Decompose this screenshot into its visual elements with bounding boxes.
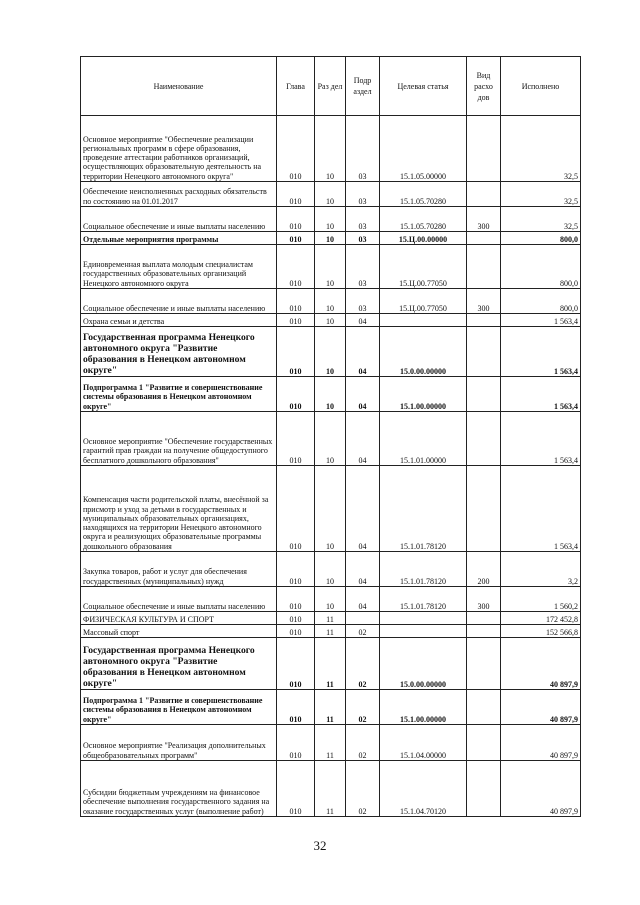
cell-razdel: 11 xyxy=(315,638,346,690)
table-row xyxy=(81,625,581,638)
cell-razdel: 10 xyxy=(315,182,346,207)
cell-statya: 15.1.05.70280 xyxy=(380,207,467,232)
table-header-row xyxy=(81,57,581,116)
cell-podrazdel: 04 xyxy=(346,412,380,466)
cell-razdel: 11 xyxy=(315,725,346,761)
cell-glava: 010 xyxy=(277,587,315,612)
cell-glava: 010 xyxy=(277,327,315,377)
cell-glava: 010 xyxy=(277,314,315,327)
cell-amount: 1 563,4 xyxy=(501,412,581,466)
cell-amount: 3,2 xyxy=(501,552,581,587)
cell-amount: 32,5 xyxy=(501,182,581,207)
cell-vid xyxy=(467,232,501,245)
table-row xyxy=(81,116,581,182)
cell-razdel: 10 xyxy=(315,245,346,289)
cell-name: Единовременная выплата молодым специалистам государственных образовательных организаций Ненецкого автономного округа xyxy=(81,245,277,289)
cell-amount: 1 563,4 xyxy=(501,466,581,552)
cell-statya: 15.Ц.00.77050 xyxy=(380,245,467,289)
cell-amount: 1 560,2 xyxy=(501,587,581,612)
cell-razdel: 10 xyxy=(315,289,346,314)
cell-vid xyxy=(467,116,501,182)
cell-glava: 010 xyxy=(277,690,315,725)
cell-amount: 40 897,9 xyxy=(501,690,581,725)
cell-statya: 15.Ц.00.00000 xyxy=(380,232,467,245)
table-row xyxy=(81,466,581,552)
cell-podrazdel: 03 xyxy=(346,232,380,245)
cell-glava: 010 xyxy=(277,625,315,638)
cell-vid xyxy=(467,761,501,817)
header-glava: Глава xyxy=(277,57,315,116)
cell-name: Подпрограмма 1 "Развитие и совершенствование системы образования в Ненецком автономном округе" xyxy=(81,690,277,725)
table-row xyxy=(81,314,581,327)
cell-vid: 300 xyxy=(467,587,501,612)
table-row xyxy=(81,289,581,314)
cell-glava: 010 xyxy=(277,377,315,412)
table-body xyxy=(81,116,581,817)
cell-name: Подпрограмма 1 "Развитие и совершенствование системы образования в Ненецком автономном округе" xyxy=(81,377,277,412)
cell-vid xyxy=(467,327,501,377)
cell-glava: 010 xyxy=(277,412,315,466)
table-row xyxy=(81,761,581,817)
cell-glava: 010 xyxy=(277,612,315,625)
cell-podrazdel: 02 xyxy=(346,725,380,761)
cell-razdel: 10 xyxy=(315,377,346,412)
cell-name: Социальное обеспечение и иные выплаты населению xyxy=(81,207,277,232)
cell-podrazdel: 04 xyxy=(346,327,380,377)
table-row xyxy=(81,725,581,761)
cell-podrazdel: 02 xyxy=(346,761,380,817)
cell-name: Закупка товаров, работ и услуг для обеспечения государственных (муниципальных) нужд xyxy=(81,552,277,587)
cell-glava: 010 xyxy=(277,761,315,817)
cell-vid: 300 xyxy=(467,207,501,232)
cell-name: Основное мероприятие "Обеспечение государственных гарантий прав граждан на получение общедоступного бесплатного дошкольного образования" xyxy=(81,412,277,466)
budget-table xyxy=(80,56,581,817)
table-row xyxy=(81,207,581,232)
cell-name: Социальное обеспечение и иные выплаты населению xyxy=(81,289,277,314)
cell-vid xyxy=(467,466,501,552)
cell-razdel: 10 xyxy=(315,552,346,587)
cell-razdel: 11 xyxy=(315,690,346,725)
cell-podrazdel: 04 xyxy=(346,587,380,612)
cell-podrazdel xyxy=(346,612,380,625)
cell-glava: 010 xyxy=(277,289,315,314)
cell-amount: 800,0 xyxy=(501,245,581,289)
cell-glava: 010 xyxy=(277,207,315,232)
cell-podrazdel: 02 xyxy=(346,625,380,638)
table-row xyxy=(81,638,581,690)
table-row xyxy=(81,377,581,412)
cell-name: Отдельные мероприятия программы xyxy=(81,232,277,245)
cell-statya: 15.1.01.78120 xyxy=(380,466,467,552)
cell-podrazdel: 03 xyxy=(346,182,380,207)
cell-razdel: 10 xyxy=(315,207,346,232)
cell-vid xyxy=(467,612,501,625)
cell-glava: 010 xyxy=(277,725,315,761)
cell-podrazdel: 03 xyxy=(346,207,380,232)
cell-razdel: 11 xyxy=(315,625,346,638)
cell-glava: 010 xyxy=(277,182,315,207)
cell-vid xyxy=(467,377,501,412)
cell-name: Субсидии бюджетным учреждениям на финансовое обеспечение выполнения государственного задания на оказание государственных услуг (выполнение работ) xyxy=(81,761,277,817)
table-row xyxy=(81,587,581,612)
cell-amount: 40 897,9 xyxy=(501,638,581,690)
cell-podrazdel: 04 xyxy=(346,377,380,412)
cell-podrazdel: 03 xyxy=(346,245,380,289)
header-razdel: Раз дел xyxy=(315,57,346,116)
cell-statya: 15.1.00.00000 xyxy=(380,690,467,725)
cell-razdel: 10 xyxy=(315,466,346,552)
cell-name: ФИЗИЧЕСКАЯ КУЛЬТУРА И СПОРТ xyxy=(81,612,277,625)
cell-vid xyxy=(467,314,501,327)
cell-statya: 15.1.05.70280 xyxy=(380,182,467,207)
cell-podrazdel: 04 xyxy=(346,466,380,552)
cell-glava: 010 xyxy=(277,552,315,587)
cell-amount: 40 897,9 xyxy=(501,761,581,817)
cell-vid: 300 xyxy=(467,289,501,314)
cell-vid xyxy=(467,182,501,207)
header-vid: Вид расхо дов xyxy=(467,57,501,116)
table-row xyxy=(81,232,581,245)
cell-name: Государственная программа Ненецкого автономного округа "Развитие образования в Ненецком автономном округе" xyxy=(81,638,277,690)
cell-vid: 200 xyxy=(467,552,501,587)
table-row xyxy=(81,690,581,725)
cell-statya: 15.1.01.78120 xyxy=(380,552,467,587)
cell-statya: 15.1.01.78120 xyxy=(380,587,467,612)
cell-razdel: 11 xyxy=(315,612,346,625)
table-row xyxy=(81,182,581,207)
cell-name: Основное мероприятие "Реализация дополнительных общеобразовательных программ" xyxy=(81,725,277,761)
table-row xyxy=(81,327,581,377)
cell-statya: 15.1.01.00000 xyxy=(380,412,467,466)
cell-glava: 010 xyxy=(277,232,315,245)
header-statya: Целевая статья xyxy=(380,57,467,116)
cell-name: Компенсация части родительской платы, внесённой за присмотр и уход за детьми в государственных и муниципальных образовательных организациях, находящихся на территории Ненецкого автономного округа и реализующих образовательные программы дошкольного образования xyxy=(81,466,277,552)
cell-statya: 15.1.00.00000 xyxy=(380,377,467,412)
cell-name: Государственная программа Ненецкого автономного округа "Развитие образования в Ненецком автономном округе" xyxy=(81,327,277,377)
cell-podrazdel: 02 xyxy=(346,690,380,725)
cell-glava: 010 xyxy=(277,638,315,690)
cell-razdel: 10 xyxy=(315,314,346,327)
cell-statya: 15.0.00.00000 xyxy=(380,638,467,690)
cell-podrazdel: 04 xyxy=(346,314,380,327)
cell-amount: 1 563,4 xyxy=(501,327,581,377)
cell-amount: 1 563,4 xyxy=(501,314,581,327)
cell-name: Основное мероприятие "Обеспечение реализации региональных программ в сфере образования, проведение аттестации работников организаций, осуществляющих образовательную деятельность на территории Ненецкого автономного округа" xyxy=(81,116,277,182)
cell-vid xyxy=(467,638,501,690)
header-amount: Исполнено xyxy=(501,57,581,116)
cell-amount: 152 566,8 xyxy=(501,625,581,638)
cell-razdel: 11 xyxy=(315,761,346,817)
cell-razdel: 10 xyxy=(315,327,346,377)
cell-glava: 010 xyxy=(277,116,315,182)
cell-name: Обеспечение неисполненных расходных обязательств по состоянию на 01.01.2017 xyxy=(81,182,277,207)
cell-amount: 800,0 xyxy=(501,232,581,245)
cell-amount: 40 897,9 xyxy=(501,725,581,761)
header-name: Наименование xyxy=(81,57,277,116)
cell-vid xyxy=(467,725,501,761)
cell-amount: 800,0 xyxy=(501,289,581,314)
cell-name: Массовый спорт xyxy=(81,625,277,638)
cell-vid xyxy=(467,245,501,289)
cell-statya xyxy=(380,612,467,625)
table-row xyxy=(81,245,581,289)
cell-vid xyxy=(467,690,501,725)
cell-vid xyxy=(467,412,501,466)
cell-statya xyxy=(380,625,467,638)
cell-statya: 15.1.04.70120 xyxy=(380,761,467,817)
cell-razdel: 10 xyxy=(315,587,346,612)
cell-statya: 15.Ц.00.77050 xyxy=(380,289,467,314)
cell-statya: 15.0.00.00000 xyxy=(380,327,467,377)
cell-statya: 15.1.05.00000 xyxy=(380,116,467,182)
cell-glava: 010 xyxy=(277,245,315,289)
cell-podrazdel: 04 xyxy=(346,552,380,587)
cell-name: Социальное обеспечение и иные выплаты населению xyxy=(81,587,277,612)
cell-statya xyxy=(380,314,467,327)
cell-razdel: 10 xyxy=(315,116,346,182)
cell-amount: 32,5 xyxy=(501,116,581,182)
table-row xyxy=(81,552,581,587)
cell-podrazdel: 03 xyxy=(346,289,380,314)
cell-amount: 1 563,4 xyxy=(501,377,581,412)
page-number: 32 xyxy=(313,838,327,853)
table-row xyxy=(81,612,581,625)
table-row xyxy=(81,412,581,466)
cell-statya: 15.1.04.00000 xyxy=(380,725,467,761)
cell-podrazdel: 02 xyxy=(346,638,380,690)
cell-podrazdel: 03 xyxy=(346,116,380,182)
cell-vid xyxy=(467,625,501,638)
header-podrazdel: Подр аздел xyxy=(346,57,380,116)
cell-razdel: 10 xyxy=(315,412,346,466)
cell-razdel: 10 xyxy=(315,232,346,245)
cell-glava: 010 xyxy=(277,466,315,552)
cell-name: Охрана семьи и детства xyxy=(81,314,277,327)
cell-amount: 32,5 xyxy=(501,207,581,232)
cell-amount: 172 452,8 xyxy=(501,612,581,625)
